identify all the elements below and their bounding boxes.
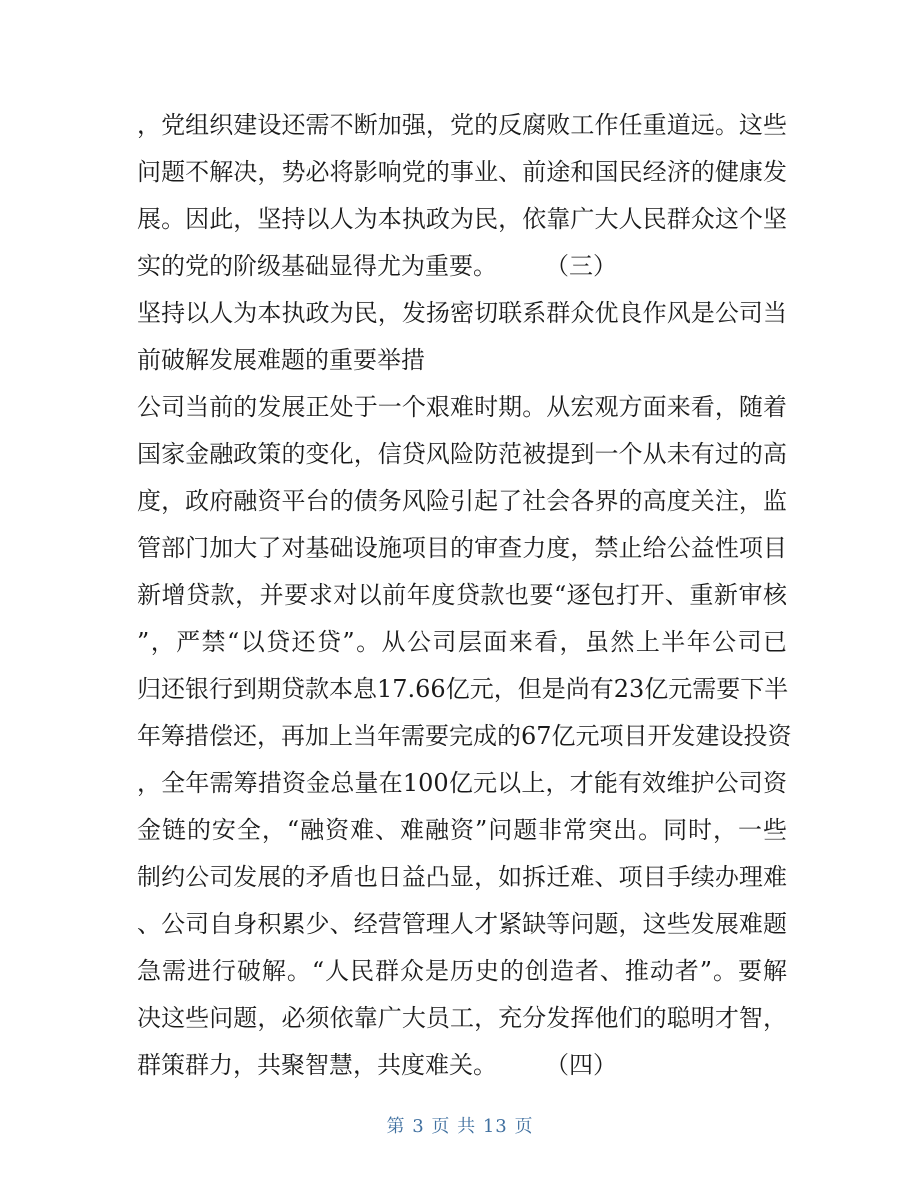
text-line: 国家金融政策的变化，信贷风险防范被提到一个从未有过的高 bbox=[137, 440, 787, 468]
text-line: 制约公司发展的矛盾也日益凸显，如拆迁难、项目手续办理难 bbox=[137, 863, 787, 891]
text-line: 急需进行破解。“人民群众是历史的创造者、推动者”。要解 bbox=[137, 957, 787, 985]
text-line: 公司当前的发展正处于一个艰难时期。从宏观方面来看，随着 bbox=[137, 393, 787, 421]
text-line: 归还银行到期贷款本息17.66亿元，但是尚有23亿元需要下半 bbox=[137, 675, 789, 703]
text-line: ，全年需筹措资金总量在100亿元以上，才能有效维护公司资 bbox=[137, 769, 787, 797]
text-line: 、公司自身积累少、经营管理人才紧缺等问题，这些发展难题 bbox=[137, 910, 787, 938]
section-heading-line: 前破解发展难题的重要举措 bbox=[137, 346, 425, 374]
text-line: 决这些问题，必须依靠广大员工，充分发挥他们的聪明才智， bbox=[137, 1004, 787, 1032]
text-line: ”，严禁“以贷还贷”。从公司层面来看，虽然上半年公司已 bbox=[137, 628, 787, 656]
text-line: 金链的安全，“融资难、难融资”问题非常突出。同时，一些 bbox=[137, 816, 787, 844]
text-line: 问题不解决，势必将影响党的事业、前途和国民经济的健康发 bbox=[137, 158, 787, 186]
text-line: 实的党的阶级基础显得尤为重要。 （三） bbox=[137, 252, 617, 280]
text-line: 新增贷款，并要求对以前年度贷款也要“逐包打开、重新审核 bbox=[137, 581, 787, 609]
text-line: 管部门加大了对基础设施项目的审查力度，禁止给公益性项目 bbox=[137, 534, 787, 562]
text-line: ，党组织建设还需不断加强，党的反腐败工作任重道远。这些 bbox=[137, 111, 787, 139]
document-body bbox=[137, 102, 792, 1089]
text-line: 年筹措偿还，再加上当年需要完成的67亿元项目开发建设投资 bbox=[137, 722, 792, 750]
section-heading-line: 坚持以人为本执政为民，发扬密切联系群众优良作风是公司当 bbox=[137, 299, 787, 327]
text-line: 群策群力，共聚智慧，共度难关。 （四） bbox=[137, 1051, 617, 1079]
page-number-footer: 第 3 页 共 13 页 bbox=[386, 1116, 534, 1137]
text-line: 度，政府融资平台的债务风险引起了社会各界的高度关注，监 bbox=[137, 487, 787, 515]
text-line: 展。因此，坚持以人为本执政为民，依靠广大人民群众这个坚 bbox=[137, 205, 787, 233]
